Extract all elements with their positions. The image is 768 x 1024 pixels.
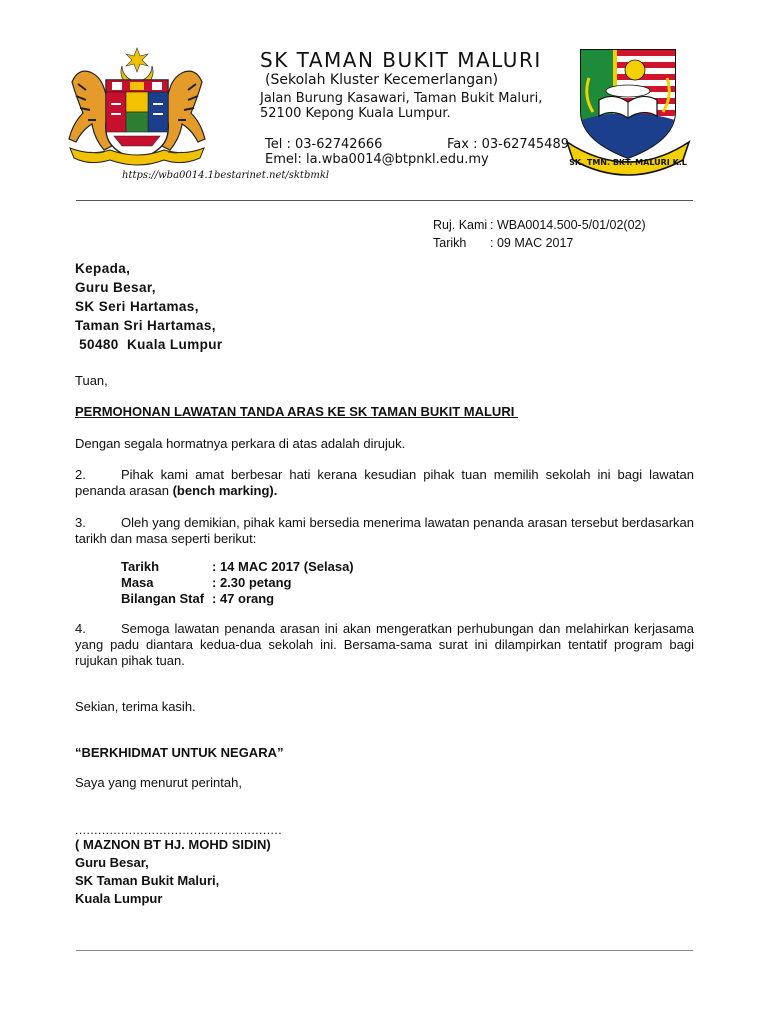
paragraph-4 <box>75 621 694 669</box>
reference-label: Ruj. Kami <box>433 218 488 232</box>
detail-value: : 2.30 petang <box>212 575 292 590</box>
fax: Fax : 03-62745489 <box>447 137 569 152</box>
recipient-line: Taman Sri Hartamas, <box>75 318 216 333</box>
detail-value: : 47 orang <box>212 591 275 606</box>
order-line: Saya yang menurut perintah, <box>75 775 242 790</box>
paragraph-number: 3. <box>75 515 86 530</box>
paragraph-text: Pihak kami amat berbesar hati kerana kesudian pihak tuan memilih sekolah ini bagi lawatan penanda arasan <box>75 467 694 498</box>
signatory-line: Kuala Lumpur <box>75 891 163 906</box>
school-subtitle: (Sekolah Kluster Kecemerlangan) <box>265 72 499 88</box>
paragraph-bold-text: (bench marking). <box>172 483 278 498</box>
closing: Sekian, terima kasih. <box>75 699 196 714</box>
paragraph-number: 4. <box>75 621 86 636</box>
signatory-line: Guru Besar, <box>75 855 149 870</box>
address-line-2: 52100 Kepong Kuala Lumpur. <box>260 106 451 121</box>
reference-value: : WBA0014.500-5/01/02(02) <box>490 218 646 232</box>
reference-number <box>433 218 646 232</box>
slogan: “BERKHIDMAT UNTUK NEGARA” <box>75 745 284 760</box>
footer-divider <box>76 950 693 951</box>
recipient-line: 50480 Kuala Lumpur <box>75 337 223 352</box>
letter-subject: PERMOHONAN LAWATAN TANDA ARAS KE SK TAMAN BUKIT MALURI <box>75 404 518 419</box>
coat-of-arms-logo <box>64 44 210 172</box>
detail-label: Tarikh <box>121 559 160 574</box>
salutation: Tuan, <box>75 373 108 388</box>
school-name: SK TAMAN BUKIT MALURI <box>260 48 542 72</box>
intro-paragraph: Dengan segala hormatnya perkara di atas adalah dirujuk. <box>75 436 406 451</box>
detail-label: Bilangan Staf <box>121 591 205 606</box>
paragraph-2 <box>75 467 694 499</box>
email: Emel: la.wba0014@btpnkl.edu.my <box>265 152 489 167</box>
signature-line: ...................................................... <box>75 823 283 837</box>
date-value: : 09 MAC 2017 <box>490 236 574 250</box>
paragraph-text: Oleh yang demikian, pihak kami bersedia menerima lawatan penanda arasan tersebut berdasarkan tarikh dan masa seperti berikut: <box>75 515 694 546</box>
detail-value: : 14 MAC 2017 (Selasa) <box>212 559 354 574</box>
detail-row <box>121 591 274 606</box>
recipient-line: Guru Besar, <box>75 280 156 295</box>
signatory-line: SK Taman Bukit Maluri, <box>75 873 220 888</box>
signatory-name: ( MAZNON BT HJ. MOHD SIDIN) <box>75 837 271 852</box>
school-logo-text: SK. TMN. BKT. MALURI K.L <box>569 158 687 167</box>
date-label: Tarikh <box>433 236 467 250</box>
address-line-1: Jalan Burung Kasawari, Taman Bukit Maluri, <box>260 91 543 106</box>
paragraph-text: Semoga lawatan penanda arasan ini akan mengeratkan perhubungan dan melahirkan kerjasama yang padu diantara kedua-dua sekolah ini. Bersama-sama surat ini dilampirkan tentatif program bagi rujukan pihak tuan. <box>75 621 694 668</box>
header-divider <box>76 200 693 201</box>
recipient-line: Kepada, <box>75 261 131 276</box>
detail-row <box>121 559 354 574</box>
letter-date <box>433 236 573 250</box>
school-crest-logo <box>563 42 693 182</box>
detail-label: Masa <box>121 575 154 590</box>
recipient-line: SK Seri Hartamas, <box>75 299 199 314</box>
telephone: Tel : 03-62742666 <box>265 137 383 152</box>
detail-row <box>121 575 291 590</box>
website-link[interactable]: https://wba0014.1bestarinet.net/sktbmkl <box>122 170 330 181</box>
paragraph-number: 2. <box>75 467 86 482</box>
paragraph-3 <box>75 515 694 547</box>
